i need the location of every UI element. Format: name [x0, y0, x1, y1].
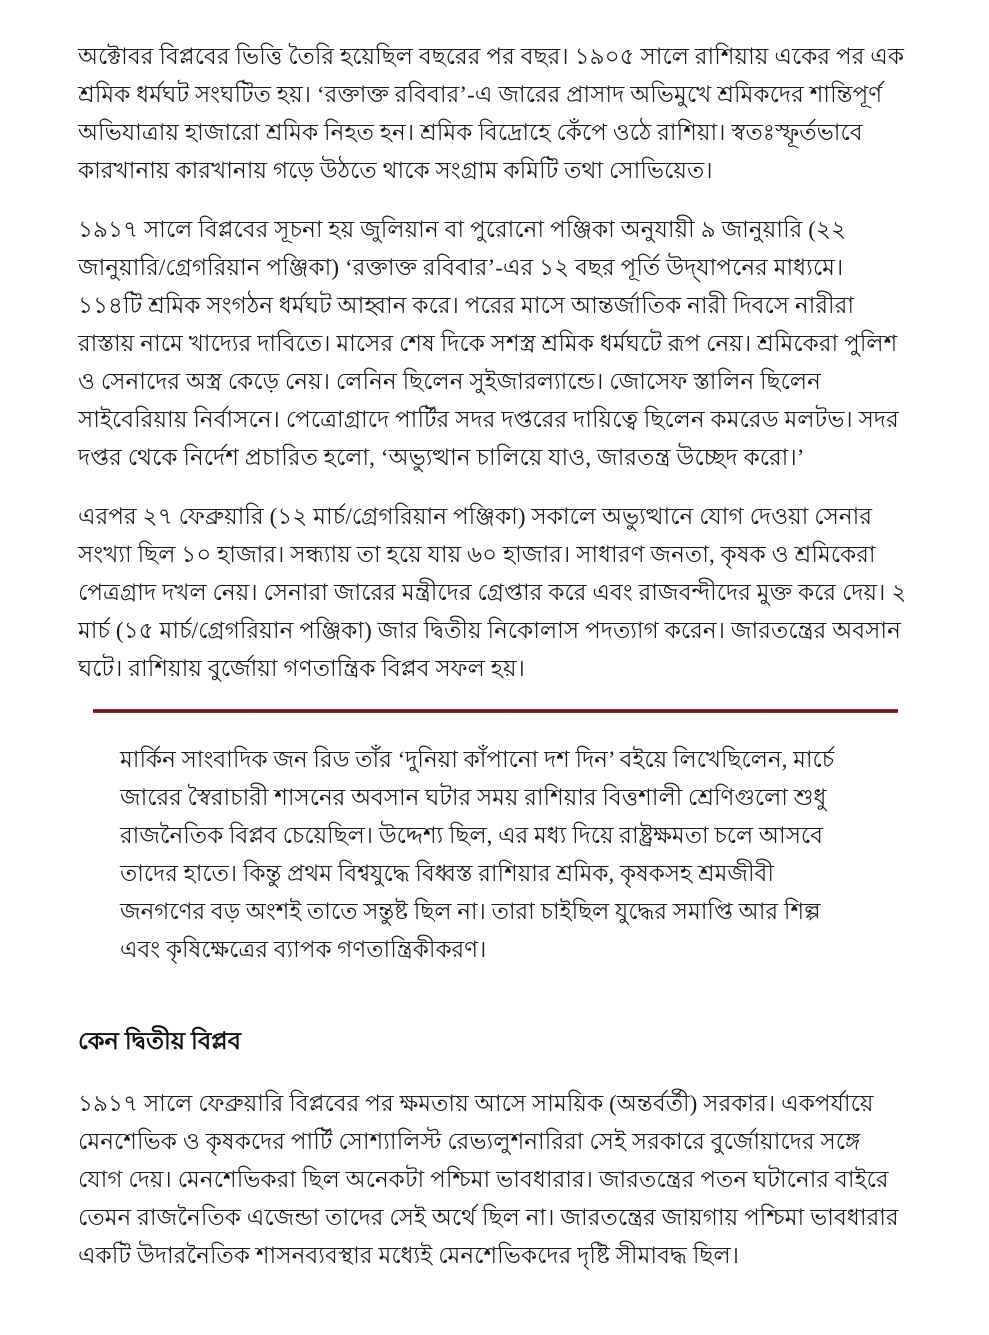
- paragraph-provisional-government: ১৯১৭ সালে ফেব্রুয়ারি বিপ্লবের পর ক্ষমতায় আসে সাময়িক (অন্তর্বর্তী) সরকার। একপর্যায়ে মেনশেভিক ও কৃষকদের পার্টি সোশ্যালিস্ট রেভ্যলুশনারিরা সেই সরকারে বুর্জোয়াদের সঙ্গে যোগ দেয়। মেনশেভিকরা ছিল অনেকটা পশ্চিমা ভাবধারার। জারতন্ত্রের পতন ঘটানোর বাইরে তেমন রাজনৈতিক এজেন্ডা তাদের সেই অর্থে ছিল না। জারতন্ত্রের জায়গায় পশ্চিমা ভাবধারার একটি উদারনৈতিক শাসনব্যবস্থার মধ্যেই মেনশেভিকদের দৃষ্টি সীমাবদ্ধ ছিল।: [78, 1091, 899, 1268]
- red-divider-rule: [93, 709, 898, 713]
- section-heading-why-second-revolution: কেন দ্বিতীয় বিপ্লব: [78, 1029, 241, 1055]
- john-reed-pull-quote: মার্কিন সাংবাদিক জন রিড তাঁর ‘দুনিয়া কাঁপানো দশ দিন’ বইয়ে লিখেছিলেন, মার্চে জারের স্বৈরাচারী শাসনের অবসান ঘটার সময় রাশিয়ার বিত্তশালী শ্রেণিগুলো শুধু রাজনৈতিক বিপ্লব চেয়েছিল। উদ্দেশ্য ছিল, এর মধ্য দিয়ে রাষ্ট্রক্ষমতা চলে আসবে তাদের হাতে। কিন্তু প্রথম বিশ্বযুদ্ধে বিধ্বস্ত রাশিয়ার শ্রমিক, কৃষকসহ শ্রমজীবী জনগণের বড় অংশই তাতে সন্তুষ্ট ছিল না। তারা চাইছিল যুদ্ধের সমাপ্তি আর শিল্প এবং কৃষিক্ষেত্রের ব্যাপক গণতান্ত্রিকীকরণ।: [120, 747, 835, 962]
- paragraph-1917-uprising-start: ১৯১৭ সালে বিপ্লবের সূচনা হয় জুলিয়ান বা পুরোনো পঞ্জিকা অনুযায়ী ৯ জানুয়ারি (২২ জানুয়ারি/গ্রেগরিয়ান পঞ্জিকা) ‘রক্তাক্ত রবিবার’-এর ১২ বছর পূর্তি উদ্‌যাপনের মাধ্যমে। ১১৪টি শ্রমিক সংগঠন ধর্মঘট আহ্বান করে। পরের মাসে আন্তর্জাতিক নারী দিবসে নারীরা রাস্তায় নামে খাদ্যের দাবিতে। মাসের শেষ দিকে সশস্ত্র শ্রমিক ধর্মঘটে রূপ নেয়। শ্রমিকেরা পুলিশ ও সেনাদের অস্ত্র কেড়ে নেয়। লেনিন ছিলেন সুইজারল্যান্ডে। জোসেফ স্তালিন ছিলেন সাইবেরিয়ায় নির্বাসনে। পেত্রোগ্রাদে পার্টির সদর দপ্তরের দায়িত্বে ছিলেন কমরেড মলটভ। সদর দপ্তর থেকে নির্দেশ প্রচারিত হলো, ‘অভ্যুত্থান চালিয়ে যাও, জারতন্ত্র উচ্ছেদ করো।’: [78, 217, 899, 470]
- paragraph-february-revolution-success: এরপর ২৭ ফেব্রুয়ারি (১২ মার্চ/গ্রেগরিয়ান পঞ্জিকা) সকালে অভ্যুত্থানে যোগ দেওয়া সেনার সংখ্যা ছিল ১০ হাজার। সন্ধ্যায় তা হয়ে যায় ৬০ হাজার। সাধারণ জনতা, কৃষক ও শ্রমিকেরা পেত্রগ্রাদ দখল নেয়। সেনারা জারের মন্ত্রীদের গ্রেপ্তার করে এবং রাজবন্দীদের মুক্ত করে দেয়। ২ মার্চ (১৫ মার্চ/গ্রেগরিয়ান পঞ্জিকা) জার দ্বিতীয় নিকোলাস পদত্যাগ করেন। জারতন্ত্রের অবসান ঘটে। রাশিয়ায় বুর্জোয়া গণতান্ত্রিক বিপ্লব সফল হয়।: [78, 504, 907, 681]
- paragraph-october-foundation: অক্টোবর বিপ্লবের ভিত্তি তৈরি হয়েছিল বছরের পর বছর। ১৯০৫ সালে রাশিয়ায় একের পর এক শ্রমিক ধর্মঘট সংঘটিত হয়। ‘রক্তাক্ত রবিবার’-এ জারের প্রাসাদ অভিমুখে শ্রমিকদের শান্তিপূর্ণ অভিযাত্রায় হাজারো শ্রমিক নিহত হন। শ্রমিক বিদ্রোহে কেঁপে ওঠে রাশিয়া। স্বতঃস্ফূর্তভাবে কারখানায় কারখানায় গড়ে উঠতে থাকে সংগ্রাম কমিটি তথা সোভিয়েত।: [78, 44, 905, 183]
